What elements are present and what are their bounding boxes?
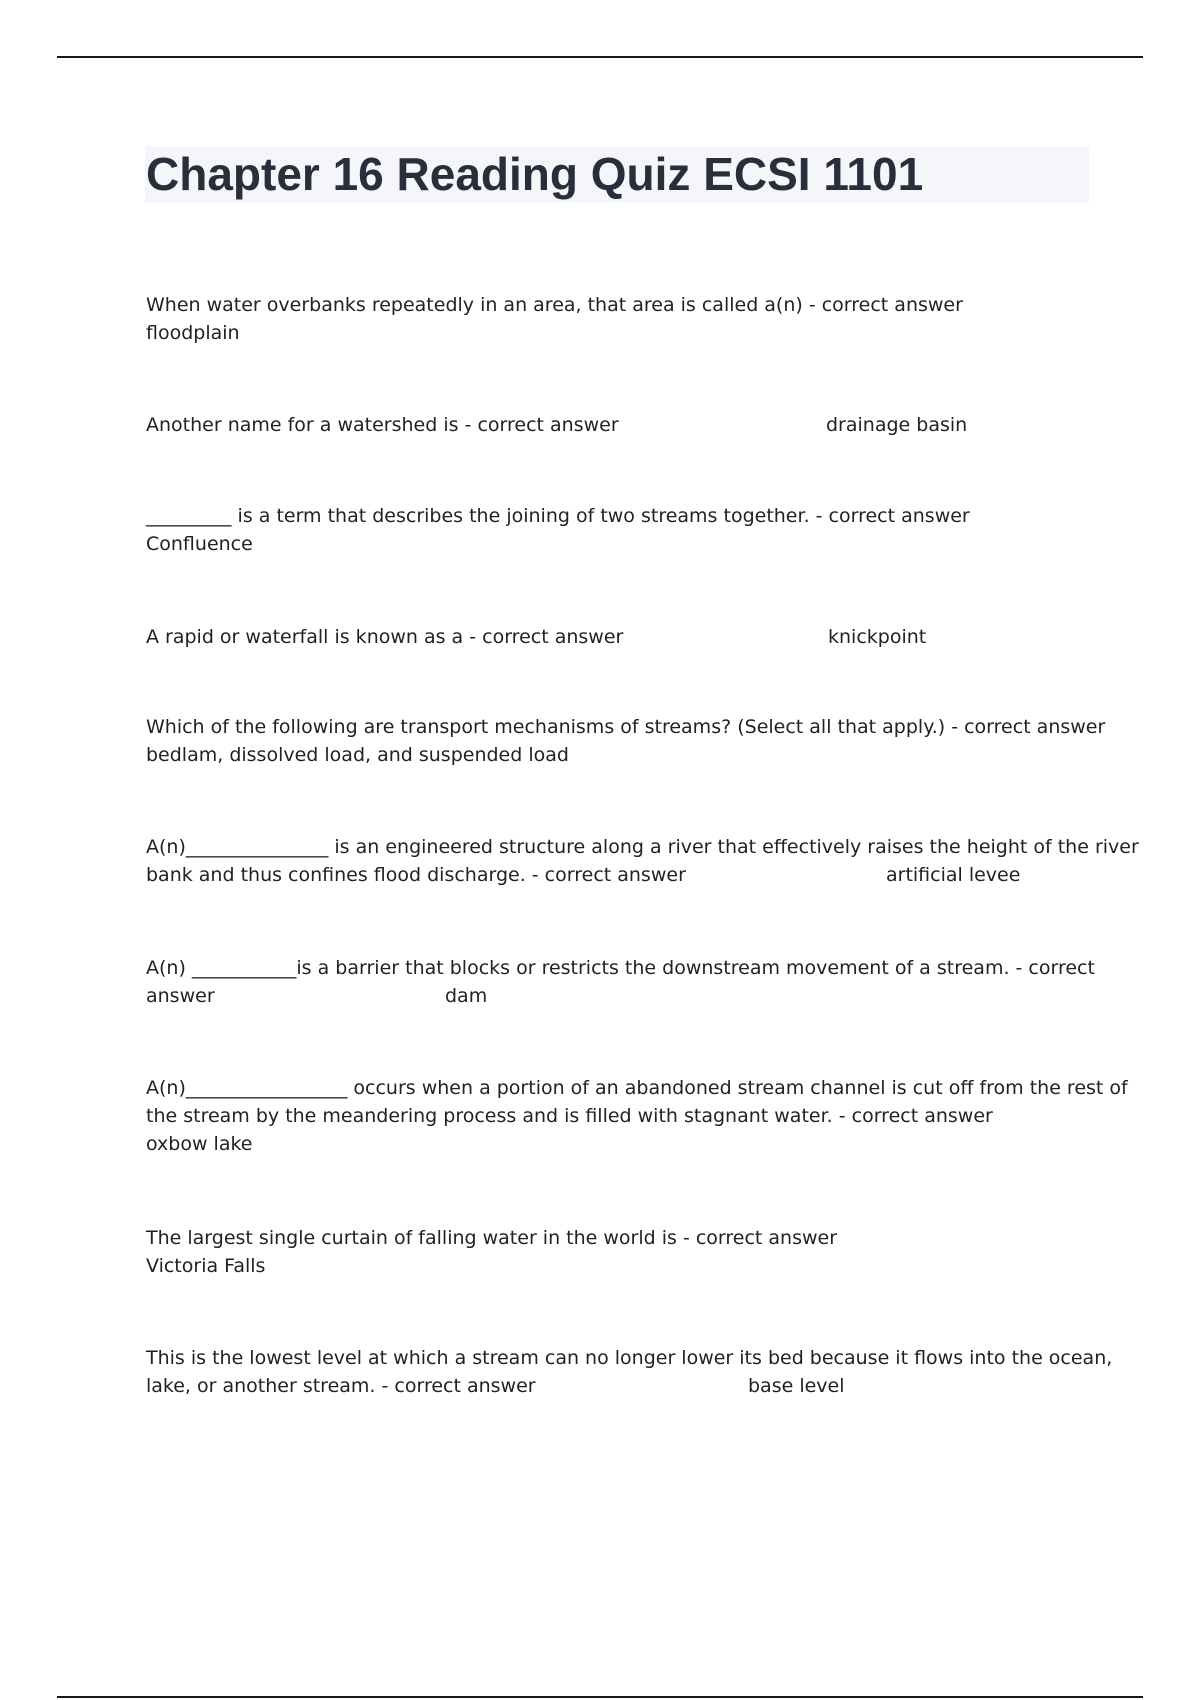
- quiz-item-2: [146, 411, 1096, 439]
- answer-text: floodplain: [146, 322, 240, 344]
- question-text: When water overbanks repeatedly in an area, that area is called a(n) - correct answer: [146, 294, 963, 316]
- answer-text: oxbow lake: [146, 1133, 253, 1155]
- answer-text: drainage basin: [826, 414, 968, 436]
- question-text-line-1: A(n) ___________is a barrier that blocks or restricts the downstream movement of a stream. - correct: [146, 957, 1095, 979]
- question-text-line-1: A(n)_________________ occurs when a portion of an abandoned stream channel is cut off from the rest of: [146, 1077, 1128, 1099]
- quiz-item-10: [146, 1344, 1113, 1400]
- bottom-rule: [57, 1696, 1143, 1698]
- top-rule: [57, 56, 1143, 58]
- answer-text: bedlam, dissolved load, and suspended load: [146, 744, 569, 766]
- answer-text: knickpoint: [828, 626, 927, 648]
- answer-text: Confluence: [146, 533, 253, 555]
- question-text: A rapid or waterfall is known as a - correct answer: [146, 626, 624, 648]
- question-text: Another name for a watershed is - correct answer: [146, 414, 619, 436]
- quiz-item-4: [146, 623, 1096, 651]
- question-text-line-2: the stream by the meandering process and is filled with stagnant water. - correct answer: [146, 1105, 993, 1127]
- quiz-item-9: [146, 1224, 1096, 1280]
- answer-text: dam: [445, 985, 488, 1007]
- answer-text: base level: [748, 1375, 845, 1397]
- question-text-line-1: This is the lowest level at which a stream can no longer lower its bed because it flows into the ocean,: [146, 1347, 1113, 1369]
- quiz-item-6: [146, 833, 1139, 889]
- answer-text: Victoria Falls: [146, 1255, 266, 1277]
- question-text: Which of the following are transport mechanisms of streams? (Select all that apply.) - correct answer: [146, 716, 1106, 738]
- question-text-line-2: lake, or another stream. - correct answer: [146, 1375, 536, 1397]
- quiz-item-7: [146, 954, 1096, 1010]
- question-text-line-2: answer: [146, 985, 215, 1007]
- answer-text: artificial levee: [886, 864, 1021, 886]
- question-text-line-1: A(n)_______________ is an engineered structure along a river that effectively raises the height of the river: [146, 836, 1139, 858]
- question-text-line-2: bank and thus confines flood discharge. - correct answer: [146, 864, 686, 886]
- question-text: _________ is a term that describes the joining of two streams together. - correct answer: [146, 505, 970, 527]
- question-text: The largest single curtain of falling water in the world is - correct answer: [146, 1227, 838, 1249]
- quiz-item-5: [146, 713, 1106, 769]
- quiz-item-1: [146, 291, 1096, 347]
- page-title: Chapter 16 Reading Quiz ECSI 1101: [146, 148, 924, 200]
- quiz-item-3: [146, 502, 1096, 558]
- quiz-item-8: [146, 1074, 1128, 1158]
